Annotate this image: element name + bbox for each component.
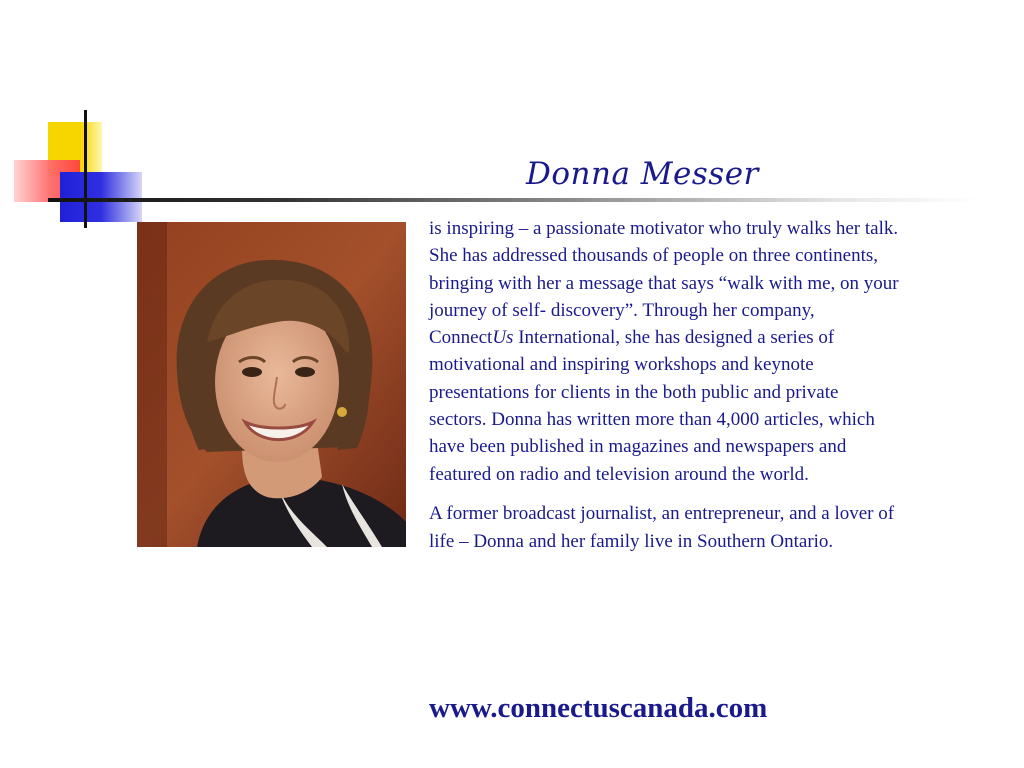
slide-title: Donna Messer — [526, 156, 759, 192]
bio-paragraph-1-start: is inspiring – a passionate motivator who truly walks her talk. She has addressed thousands of people on three continents, bringing with her a message that says “walk with me, on your journey of self- discovery”. Through her company, Connect — [429, 218, 899, 349]
bio-text — [429, 215, 899, 556]
logo-blue-square — [60, 172, 142, 222]
logo-vertical-line — [84, 110, 87, 228]
bio-paragraph-1-end: International, she has designed a series of motivational and inspiring workshops and keynote presentations for clients in the both public and private sectors. Donna has written more than 4,000 articles, which have been published in magazines and newspapers and featured on radio and television around the world. — [429, 327, 875, 485]
title-divider-line — [48, 198, 978, 202]
website-link[interactable]: www.connectuscanada.com — [429, 692, 768, 724]
bio-company-italic: Us — [492, 327, 514, 349]
bio-paragraph-1 — [429, 215, 899, 488]
portrait-illustration — [137, 222, 406, 547]
portrait-photo — [137, 222, 406, 547]
bio-paragraph-2: A former broadcast journalist, an entrepreneur, and a lover of life – Donna and her family live in Southern Ontario. — [429, 502, 895, 552]
website-link-container — [429, 692, 767, 725]
